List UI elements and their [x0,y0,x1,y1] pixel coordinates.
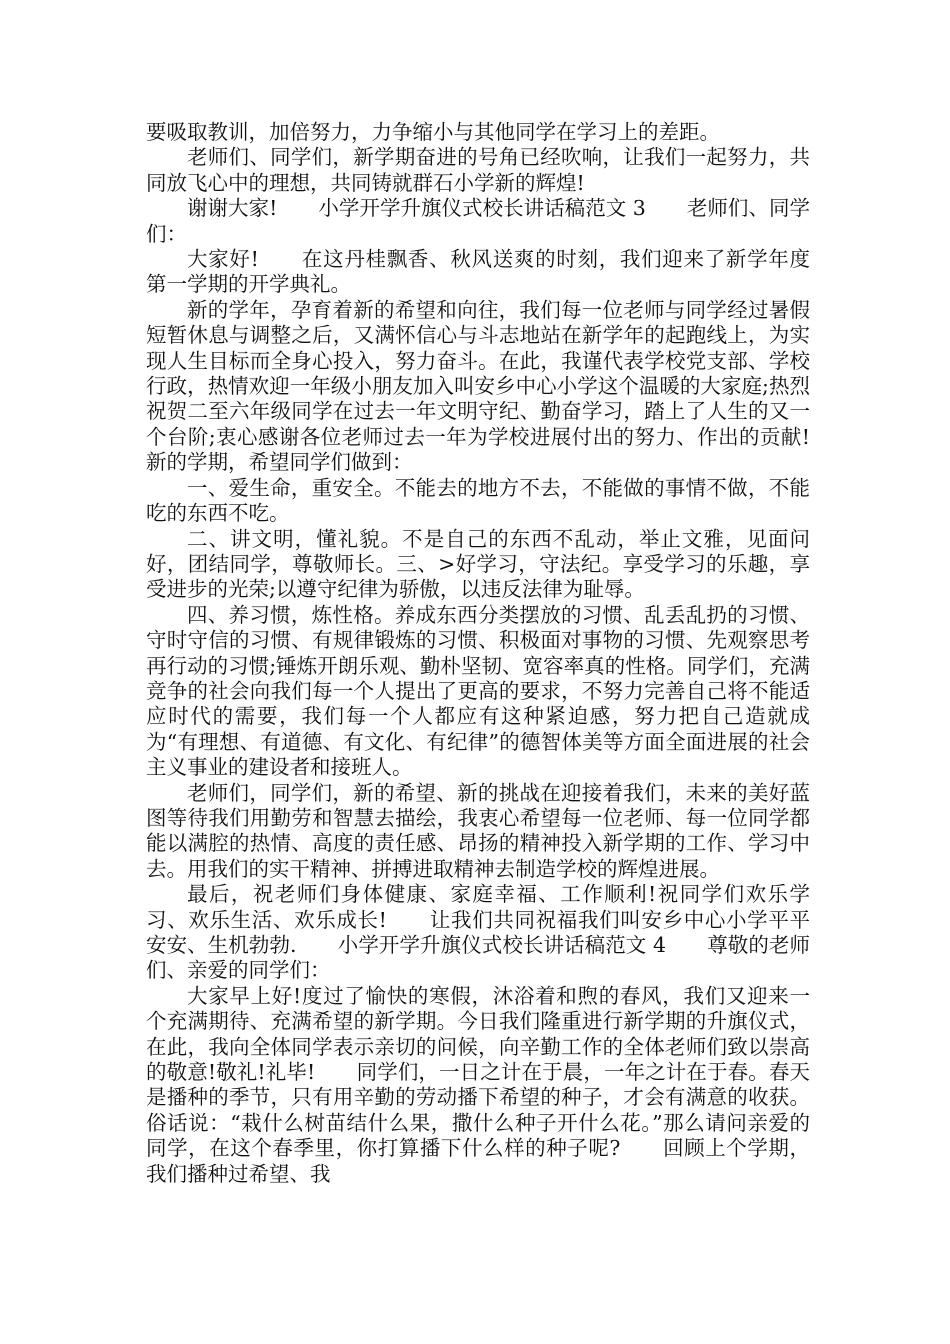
paragraph: 谢谢大家! 小学开学升旗仪式校长讲话稿范文 3 老师们、同学们： [146,196,810,246]
paragraph: 最后，祝老师们身体健康、家庭幸福、工作顺利!祝同学们欢乐学习、欢乐生活、欢乐成长! 让我们共同祝福我们叫安乡中心小学平平安安、生机勃勃. 小学开学升旗仪式校长讲话稿范文 4 尊敬的老师们、亲爱的同学们： [146,882,810,983]
paragraph: 新的学年，孕育着新的希望和向往，我们每一位老师与同学经过暑假短暂休息与调整之后，又满怀信心与斗志地站在新学年的起跑线上，为实现人生目标而全身心投入，努力奋斗。在此，我谨代表学校党支部、学校行政，热情欢迎一年级小朋友加入叫安乡中心小学这个温暖的大家庭;热烈祝贺二至六年级同学在过去一年文明守纪、勤奋学习，踏上了人生的又一个台阶;衷心感谢各位老师过去一年为学校进展付出的努力、作出的贡献! 新的学期，希望同学们做到： [146,297,851,475]
paragraph: 大家好! 在这丹桂飘香、秋风送爽的时刻，我们迎来了新学年度第一学期的开学典礼。 [146,247,810,297]
paragraph: 老师们、同学们，新学期奋进的号角已经吹响，让我们一起努力，共同放飞心中的理想，共同铸就群石小学新的辉煌! [146,145,810,195]
paragraph: 一、爱生命，重安全。不能去的地方不去，不能做的事情不做，不能吃的东西不吃。 [146,475,810,526]
paragraph: 二、讲文明，懂礼貌。不是自己的东西不乱动，举止文雅，见面问好，团结同学，尊敬师长。三、>好学习，守法纪。享受学习的乐趣，享受进步的光荣;以遵守纪律为骄傲，以违反法律为耻辱。 [146,526,810,602]
paragraph: 四、养习惯，炼性格。养成东西分类摆放的习惯、乱丢乱扔的习惯、守时守信的习惯、有规律锻炼的习惯、积极面对事物的习惯、先观察思考再行动的习惯;锤炼开朗乐观、勤朴坚韧、宽容率真的性格。同学们，充满竞争的社会向我们每一个人提出了更高的要求，不努力完善自己将不能适应时代的需要，我们每一个人都应有这种紧迫感，努力把自己造就成为“有理想、有道德、有文化、有纪律”的德智体美等方面全面进展的社会主义事业的建设者和接班人。 [146,602,810,780]
document-page [146,120,851,1187]
paragraph: 要吸取教训，加倍努力，力争缩小与其他同学在学习上的差距。 [146,120,720,144]
paragraph: 大家早上好!度过了愉快的寒假，沐浴着和煦的春风，我们又迎来一个充满期待、充满希望的新学期。今日我们隆重进行新学期的升旗仪式，在此，我向全体同学表示亲切的问候，向辛勤工作的全体老师们致以崇高的敬意!敬礼!礼毕! 同学们，一日之计在于晨，一年之计在于春。春天是播种的季节，只有用辛勤的劳动播下希望的种子，才会有满意的收获。俗话说：“栽什么树苗结什么果，撒什么种子开什么花。”那么请问亲爱的同学，在这个春季里，你打算播下什么样的种子呢? 回顾上个学期，我们播种过希望、我 [146,983,810,1186]
paragraph: 老师们，同学们，新的希望、新的挑战在迎接着我们，未来的美好蓝图等待我们用勤劳和智慧去描绘，我衷心希望每一位老师、每一位同学都能以满腔的热情、高度的责任感、昂扬的精神投入新学期的工作、学习中去。用我们的实干精神、拼搏进取精神去制造学校的辉煌进展。 [146,780,810,881]
